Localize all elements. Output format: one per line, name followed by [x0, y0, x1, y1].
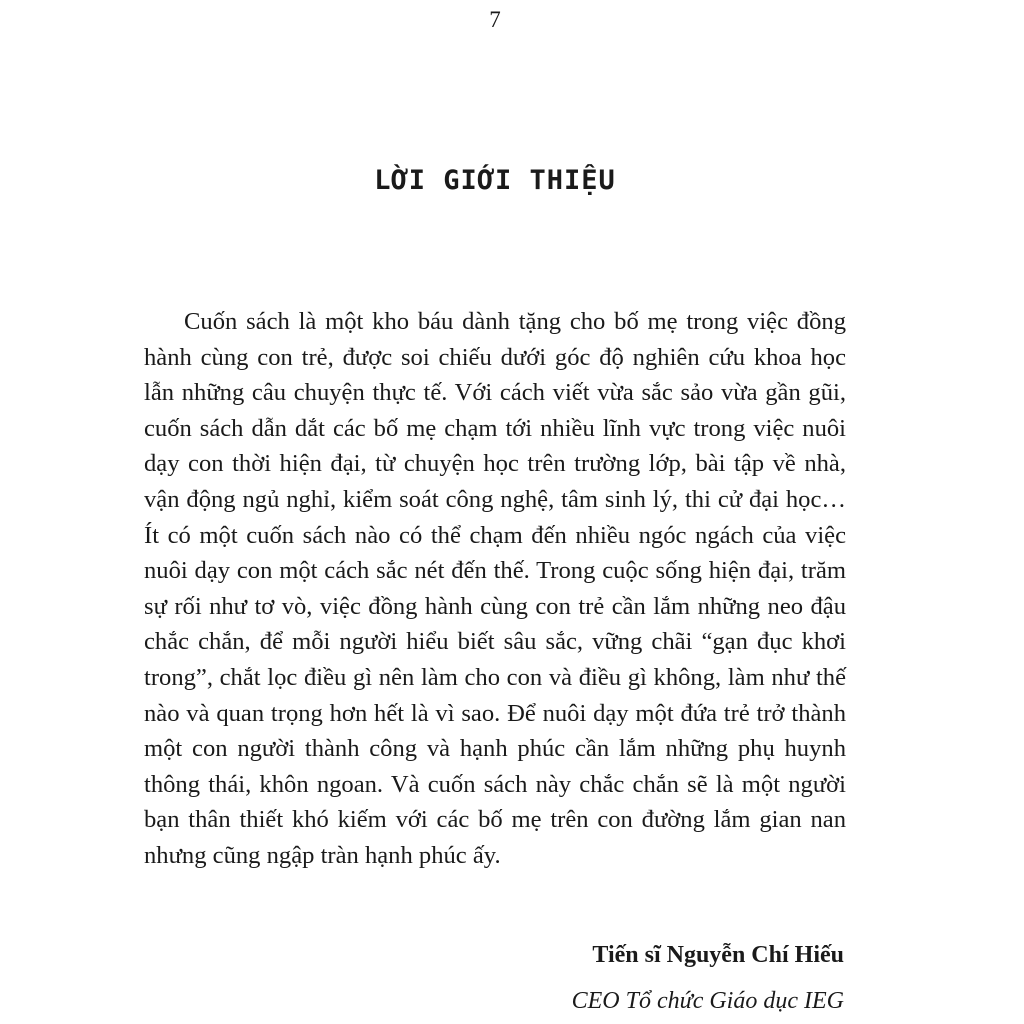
page-heading: LỜI GIỚI THIỆU	[374, 165, 616, 196]
signature-title: CEO Tổ chức Giáo dục IEG	[571, 988, 844, 1014]
intro-paragraph: Cuốn sách là một kho báu dành tặng cho bố mẹ trong việc đồng hành cùng con trẻ, được soi chiếu dưới góc độ nghiên cứu khoa học lẫn những câu chuyện thực tế. Với cách viết vừa sắc sảo vừa gần gũi, cuốn sách dẫn dắt các bố mẹ chạm tới nhiều lĩnh vực trong việc nuôi dạy con thời hiện đại, từ chuyện học trên trường lớp, bài tập về nhà, vận động ngủ nghỉ, kiểm soát công nghệ, tâm sinh lý, thi cử đại học… Ít có một cuốn sách nào có thể chạm đến nhiều ngóc ngách của việc nuôi dạy con một cách sắc nét đến thế. Trong cuộc sống hiện đại, trăm sự rối như tơ vò, việc đồng hành cùng con trẻ cần lắm những neo đậu chắc chắn, để mỗi người hiểu biết sâu sắc, vững chãi “gạn đục khơi trong”, chắt lọc điều gì nên làm cho con và điều gì không, làm như thế nào và quan trọng hơn hết là vì sao. Để nuôi dạy một đứa trẻ trở thành một con người thành công và hạnh phúc cần lắm những phụ huynh thông thái, khôn ngoan. Và cuốn sách này chắc chắn sẽ là một người bạn thân thiết khó kiếm với các bố mẹ trên con đường lắm gian nan nhưng cũng ngập tràn hạnh phúc ấy.	[144, 308, 846, 869]
signature-name: Tiến sĩ Nguyễn Chí Hiếu	[592, 942, 844, 968]
page-number: 7	[489, 7, 501, 32]
